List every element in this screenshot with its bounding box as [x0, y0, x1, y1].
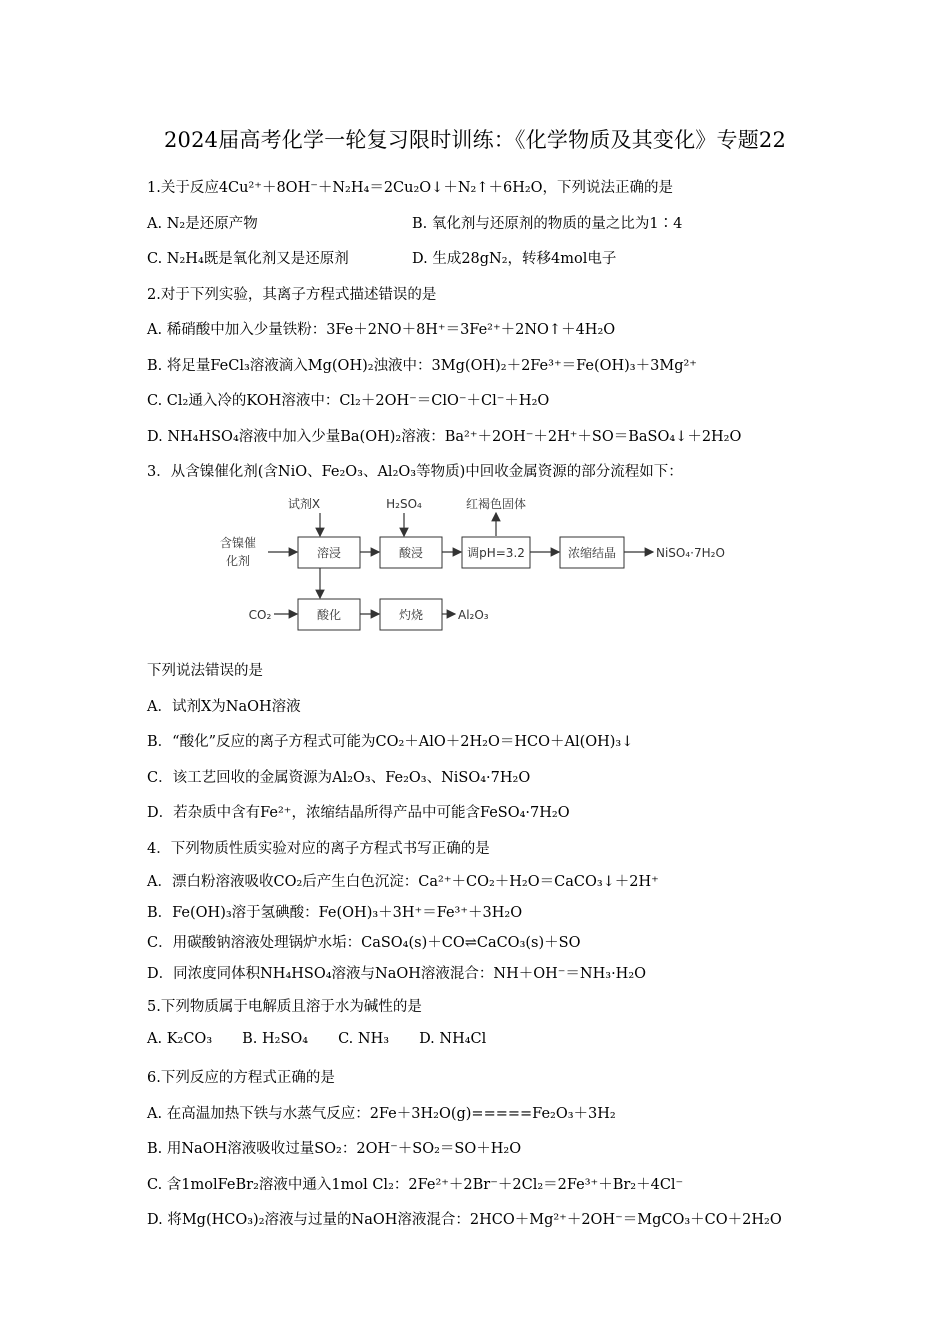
q5-option-c: C. NH₃	[338, 1031, 390, 1047]
q2-option-d: D. NH₄HSO₄溶液中加入少量Ba(OH)₂溶液：Ba²⁺＋2OH⁻＋2H⁺＋SO＝BaSO₄↓＋2H₂O	[147, 429, 742, 445]
page-title: 2024届高考化学一轮复习限时训练：《化学物质及其变化》专题22	[163, 128, 787, 152]
flow-label-reagent-x: 试剂X	[287, 497, 321, 511]
flow-text-dissolve: 溶浸	[316, 546, 342, 560]
q6-option-c: C. 含1molFeBr₂溶液中通入1mol Cl₂：2Fe²⁺＋2Br⁻＋2Cl₂＝2Fe³⁺＋Br₂＋4Cl⁻	[147, 1177, 684, 1193]
q2-option-a: A. 稀硝酸中加入少量铁粉：3Fe＋2NO＋8H⁺＝3Fe²⁺＋2NO↑＋4H₂O	[147, 322, 616, 338]
q2-stem: 2.对于下列实验，其离子方程式描述错误的是	[147, 287, 437, 303]
flow-label-red-solid: 红褐色固体	[465, 497, 527, 511]
flow-label-input-2: 化剂	[225, 554, 251, 568]
q5-options	[147, 1031, 516, 1047]
flow-label-h2so4: H₂SO₄	[386, 497, 422, 511]
flow-label-product-ni: NiSO₄·7H₂O	[656, 546, 725, 560]
q1-option-b: B. 氧化剂与还原剂的物质的量之比为1∶4	[412, 216, 683, 232]
q4-option-a: A．漂白粉溶液吸收CO₂后产生白色沉淀：Ca²⁺＋CO₂＋H₂O＝CaCO₃↓＋2H⁺	[147, 874, 659, 890]
q4-option-b: B．Fe(OH)₃溶于氢碘酸：Fe(OH)₃＋3H⁺＝Fe³⁺＋3H₂O	[147, 905, 523, 921]
flow-text-concentrate: 浓缩结晶	[567, 546, 617, 560]
flow-label-co2: CO₂	[248, 608, 272, 622]
q5-option-d: D. NH₄Cl	[419, 1031, 487, 1047]
q1-stem: 1.关于反应4Cu²⁺＋8OH⁻＋N₂H₄＝2Cu₂O↓＋N₂↑＋6H₂O，下列说法正确的是	[147, 180, 674, 196]
q4-option-d: D．同浓度同体积NH₄HSO₄溶液与NaOH溶液混合：NH＋OH⁻＝NH₃·H₂O	[147, 966, 647, 982]
q1-option-d: D. 生成28gN₂，转移4mol电子	[412, 251, 617, 267]
q3-option-d: D．若杂质中含有Fe²⁺，浓缩结晶所得产品中可能含FeSO₄·7H₂O	[147, 805, 570, 821]
q3-option-a: A．试剂X为NaOH溶液	[147, 699, 301, 715]
q4-option-c: C．用碳酸钠溶液处理锅炉水垢：CaSO₄(s)＋CO⇌CaCO₃(s)＋SO	[147, 935, 581, 951]
q2-option-c: C. Cl₂通入冷的KOH溶液中：Cl₂＋2OH⁻＝ClO⁻＋Cl⁻＋H₂O	[147, 393, 550, 409]
flow-label-input-1: 含镍催	[219, 536, 257, 550]
flow-text-adjust-ph: 调pH=3.2	[467, 546, 525, 560]
q1-option-a: A. N₂是还原产物	[147, 216, 258, 232]
q3-prompt: 下列说法错误的是	[147, 663, 263, 679]
q3-stem: 3．从含镍催化剂(含NiO、Fe₂O₃、Al₂O₃等物质)中回收金属资源的部分流程如下：	[147, 464, 683, 480]
flow-text-acid-leach: 酸浸	[398, 546, 424, 560]
q6-option-a: A. 在高温加热下铁与水蒸气反应：2Fe＋3H₂O(g)=====Fe₂O₃＋3H₂	[147, 1106, 616, 1122]
flow-text-calcine: 灼烧	[398, 608, 424, 622]
q1-option-c: C. N₂H₄既是氧化剂又是还原剂	[147, 251, 349, 267]
q6-option-d: D. 将Mg(HCO₃)₂溶液与过量的NaOH溶液混合：2HCO＋Mg²⁺＋2OH⁻＝MgCO₃＋CO＋2H₂O	[147, 1212, 782, 1228]
q2-option-b: B. 将足量FeCl₃溶液滴入Mg(OH)₂浊液中：3Mg(OH)₂＋2Fe³⁺＝Fe(OH)₃＋3Mg²⁺	[147, 358, 697, 374]
q3-option-b: B．“酸化”反应的离子方程式可能为CO₂＋AlO＋2H₂O＝HCO＋Al(OH)₃↓	[147, 734, 634, 750]
q4-stem: 4．下列物质性质实验对应的离子方程式书写正确的是	[147, 841, 490, 857]
flow-text-acidify: 酸化	[316, 608, 342, 622]
q3-option-c: C．该工艺回收的金属资源为Al₂O₃、Fe₂O₃、NiSO₄·7H₂O	[147, 770, 531, 786]
q6-stem: 6.下列反应的方程式正确的是	[147, 1070, 335, 1086]
q5-option-a: A. K₂CO₃	[147, 1031, 213, 1047]
q5-option-b: B. H₂SO₄	[242, 1031, 309, 1047]
q6-option-b: B. 用NaOH溶液吸收过量SO₂：2OH⁻＋SO₂＝SO＋H₂O	[147, 1141, 522, 1157]
flow-label-product-al: Al₂O₃	[458, 608, 489, 622]
q5-stem: 5.下列物质属于电解质且溶于水为碱性的是	[147, 999, 422, 1015]
process-flow-diagram	[200, 492, 740, 637]
